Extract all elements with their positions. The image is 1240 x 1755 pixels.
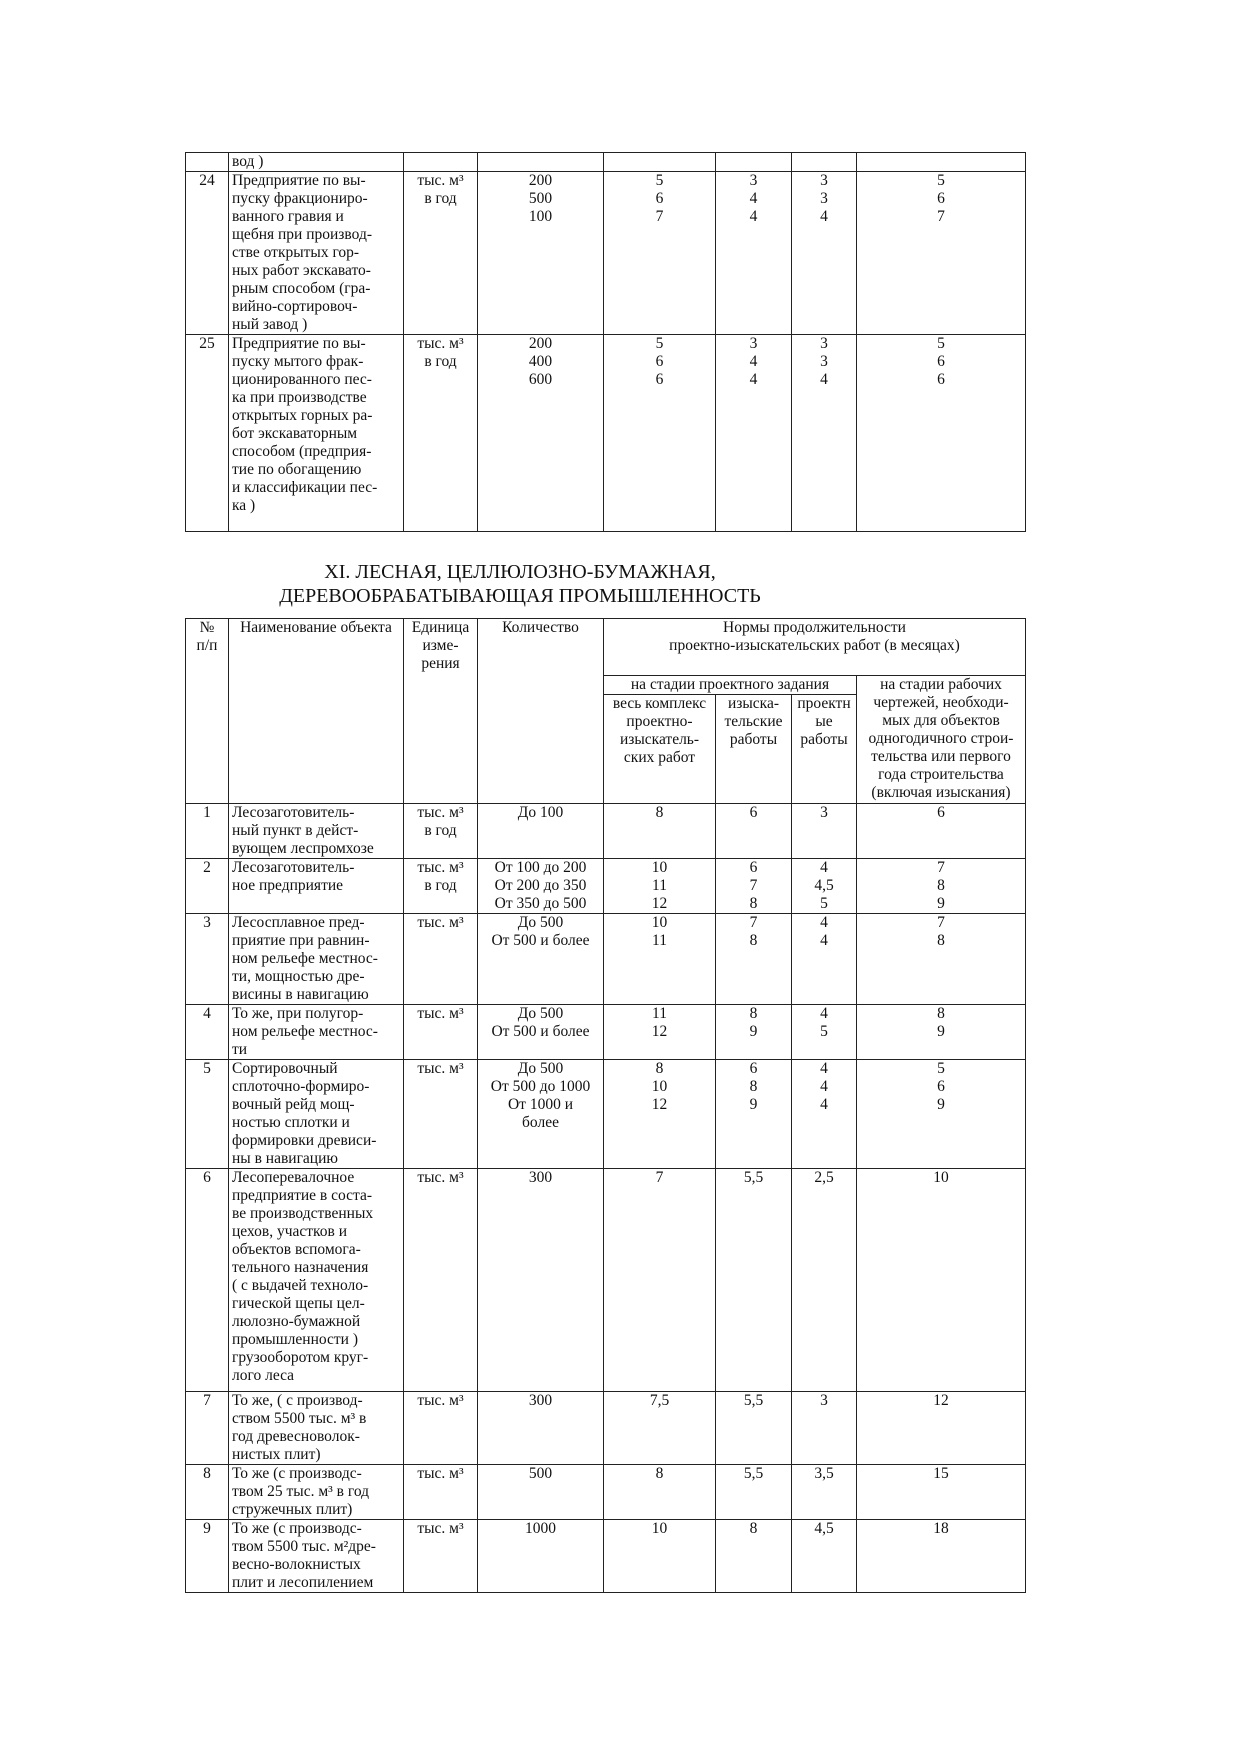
cell-name: Предприятие по вы- пуску мытого фрак- ционированного пес- ка при производстве открытых горных ра- бот экскаваторным способом (предприя- тие по обогащению и классификации пес- ка ) [229,335,404,532]
cell-name: Лесосплавное пред- приятие при равнин- ном рельефе местнос- ти, мощностью дре- висины в навигацию [229,914,404,1005]
cell-qty: 1000 [478,1520,604,1593]
cell-c4: 10 [857,1169,1026,1392]
cell-c4: 15 [857,1465,1026,1520]
top-table [185,152,1026,532]
cell-c2 [716,153,792,172]
table-row [186,859,1026,914]
header-norms: Нормы продолжительности проектно-изыскательских работ (в месяцах) [604,619,1026,676]
cell-c1: 10 11 [604,914,716,1005]
cell-c1: 10 11 12 [604,859,716,914]
cell-c4: 8 9 [857,1005,1026,1060]
cell-c1: 7 [604,1169,716,1392]
cell-c3: 3 [792,804,857,859]
section-title-line2: ДЕРЕВООБРАБАТЫВАЮЩАЯ ПРОМЫШЛЕННОСТЬ [279,585,761,607]
cell-c1: 11 12 [604,1005,716,1060]
cell-num: 24 [186,172,229,335]
cell-num: 8 [186,1465,229,1520]
cell-c3: 3 3 4 [792,335,857,532]
cell-c3: 4 4 [792,914,857,1005]
cell-num: 6 [186,1169,229,1392]
cell-c2: 6 [716,804,792,859]
cell-qty: От 100 до 200 От 200 до 350 От 350 до 500 [478,859,604,914]
cell-num: 2 [186,859,229,914]
table-row [186,804,1026,859]
cell-c1: 8 [604,1465,716,1520]
header-row-1 [186,619,1026,676]
header-survey: изыска- тельские работы [716,695,792,804]
table-row [186,1392,1026,1465]
cell-qty: 200 500 100 [478,172,604,335]
cell-c4: 5 6 9 [857,1060,1026,1169]
header-unit: Единица изме- рения [404,619,478,804]
main-table [185,618,1026,1593]
section-title-line1: XI. ЛЕСНАЯ, ЦЕЛЛЮЛОЗНО-БУМАЖНАЯ, [324,561,716,583]
cell-qty: До 500 От 500 до 1000 От 1000 и более [478,1060,604,1169]
cell-unit: тыс. м³ [404,1060,478,1169]
cell-num: 1 [186,804,229,859]
cell-unit: тыс. м³ [404,1465,478,1520]
cell-c1: 7,5 [604,1392,716,1465]
cell-unit: тыс. м³ [404,1520,478,1593]
cell-c3: 4 5 [792,1005,857,1060]
header-complex: весь комплекс проектно- изыскатель- ских работ [604,695,716,804]
cell-unit: тыс. м³ в год [404,859,478,914]
cell-c1: 5 6 6 [604,335,716,532]
cell-unit: тыс. м³ [404,1169,478,1392]
cell-qty: До 100 [478,804,604,859]
cell-qty [478,153,604,172]
cell-unit: тыс. м³ в год [404,172,478,335]
cell-num: 3 [186,914,229,1005]
cell-c2: 3 4 4 [716,335,792,532]
cell-qty: 300 [478,1169,604,1392]
cell-qty: 500 [478,1465,604,1520]
cell-name: вод ) [229,153,404,172]
cell-c4: 5 6 7 [857,172,1026,335]
cell-c4: 12 [857,1392,1026,1465]
cell-c3: 4 4 4 [792,1060,857,1169]
table-row [186,172,1026,335]
cell-num: 25 [186,335,229,532]
cell-c2: 5,5 [716,1169,792,1392]
header-stage-project: на стадии проектного задания [604,676,857,695]
cell-c1: 10 [604,1520,716,1593]
cell-c1: 5 6 7 [604,172,716,335]
header-name: Наименование объекта [229,619,404,804]
cell-name: Сортировочный сплоточно-формиро- вочный рейд мощ- ностью сплотки и формировки древиси- ны в навигацию [229,1060,404,1169]
table-row [186,1060,1026,1169]
cell-c2: 3 4 4 [716,172,792,335]
cell-c2: 8 9 [716,1005,792,1060]
cell-qty: До 500 От 500 и более [478,1005,604,1060]
cell-name: То же (с производс- твом 5500 тыс. м²дре- весно-волокнистых плит и лесопилением [229,1520,404,1593]
header-num: № п/п [186,619,229,804]
cell-c3: 3 [792,1392,857,1465]
cell-c1: 8 10 12 [604,1060,716,1169]
table-row [186,153,1026,172]
cell-c4: 5 6 6 [857,335,1026,532]
cell-c4: 6 [857,804,1026,859]
section-heading [160,560,880,608]
cell-qty: 200 400 600 [478,335,604,532]
table-row [186,914,1026,1005]
cell-c3: 3 3 4 [792,172,857,335]
main-table-body [186,804,1026,1593]
cell-c2: 6 7 8 [716,859,792,914]
header-qty: Количество [478,619,604,804]
cell-name: То же (с производс- твом 25 тыс. м³ в год стружечных плит) [229,1465,404,1520]
cell-unit: тыс. м³ [404,914,478,1005]
cell-unit: тыс. м³ [404,1392,478,1465]
cell-unit: тыс. м³ в год [404,804,478,859]
table-row [186,1465,1026,1520]
cell-c3: 2,5 [792,1169,857,1392]
cell-c3: 4,5 [792,1520,857,1593]
cell-c2: 8 [716,1520,792,1593]
cell-name: Лесозаготовитель- ное предприятие [229,859,404,914]
cell-name: Лесозаготовитель- ный пункт в дейст- вующем леспромхозе [229,804,404,859]
cell-unit: тыс. м³ в год [404,335,478,532]
cell-unit: тыс. м³ [404,1005,478,1060]
cell-c2: 5,5 [716,1392,792,1465]
header-design: проектн ые работы [792,695,857,804]
table-row [186,335,1026,532]
cell-c3: 4 4,5 5 [792,859,857,914]
cell-qty: 300 [478,1392,604,1465]
cell-c3 [792,153,857,172]
cell-name: То же, при полугор- ном рельефе местнос- ти [229,1005,404,1060]
cell-c1: 8 [604,804,716,859]
cell-name: То же, ( с производ- ством 5500 тыс. м³ в год древесноволок- нистых плит) [229,1392,404,1465]
cell-c4: 18 [857,1520,1026,1593]
cell-num: 9 [186,1520,229,1593]
top-table-body [186,153,1026,532]
cell-num [186,153,229,172]
cell-name: Лесоперевалочное предприятие в соста- ве производственных цехов, участков и объектов вспомога- тельного назначения ( с выдачей техноло- гической щепы цел- люлозно-бумажной промышленности ) грузооборотом круг- лого леса [229,1169,404,1392]
table-row [186,1520,1026,1593]
cell-c2: 7 8 [716,914,792,1005]
cell-c2: 5,5 [716,1465,792,1520]
cell-num: 5 [186,1060,229,1169]
cell-name: Предприятие по вы- пуску фракциониро- ванного гравия и щебня при производ- стве открытых гор- ных работ экскавато- рным способом (гра- вийно-сортировоч- ный завод ) [229,172,404,335]
cell-num: 7 [186,1392,229,1465]
cell-c1 [604,153,716,172]
cell-c2: 6 8 9 [716,1060,792,1169]
cell-c3: 3,5 [792,1465,857,1520]
header-stage-working: на стадии рабочих чертежей, необходи- мых для объектов одногодичного строи- тельства или первого года строительства (включая изыскания) [857,676,1026,804]
cell-num: 4 [186,1005,229,1060]
cell-unit [404,153,478,172]
table-row [186,1005,1026,1060]
cell-c4: 7 8 [857,914,1026,1005]
cell-c4: 7 8 9 [857,859,1026,914]
cell-c4 [857,153,1026,172]
cell-qty: До 500 От 500 и более [478,914,604,1005]
table-row [186,1169,1026,1392]
